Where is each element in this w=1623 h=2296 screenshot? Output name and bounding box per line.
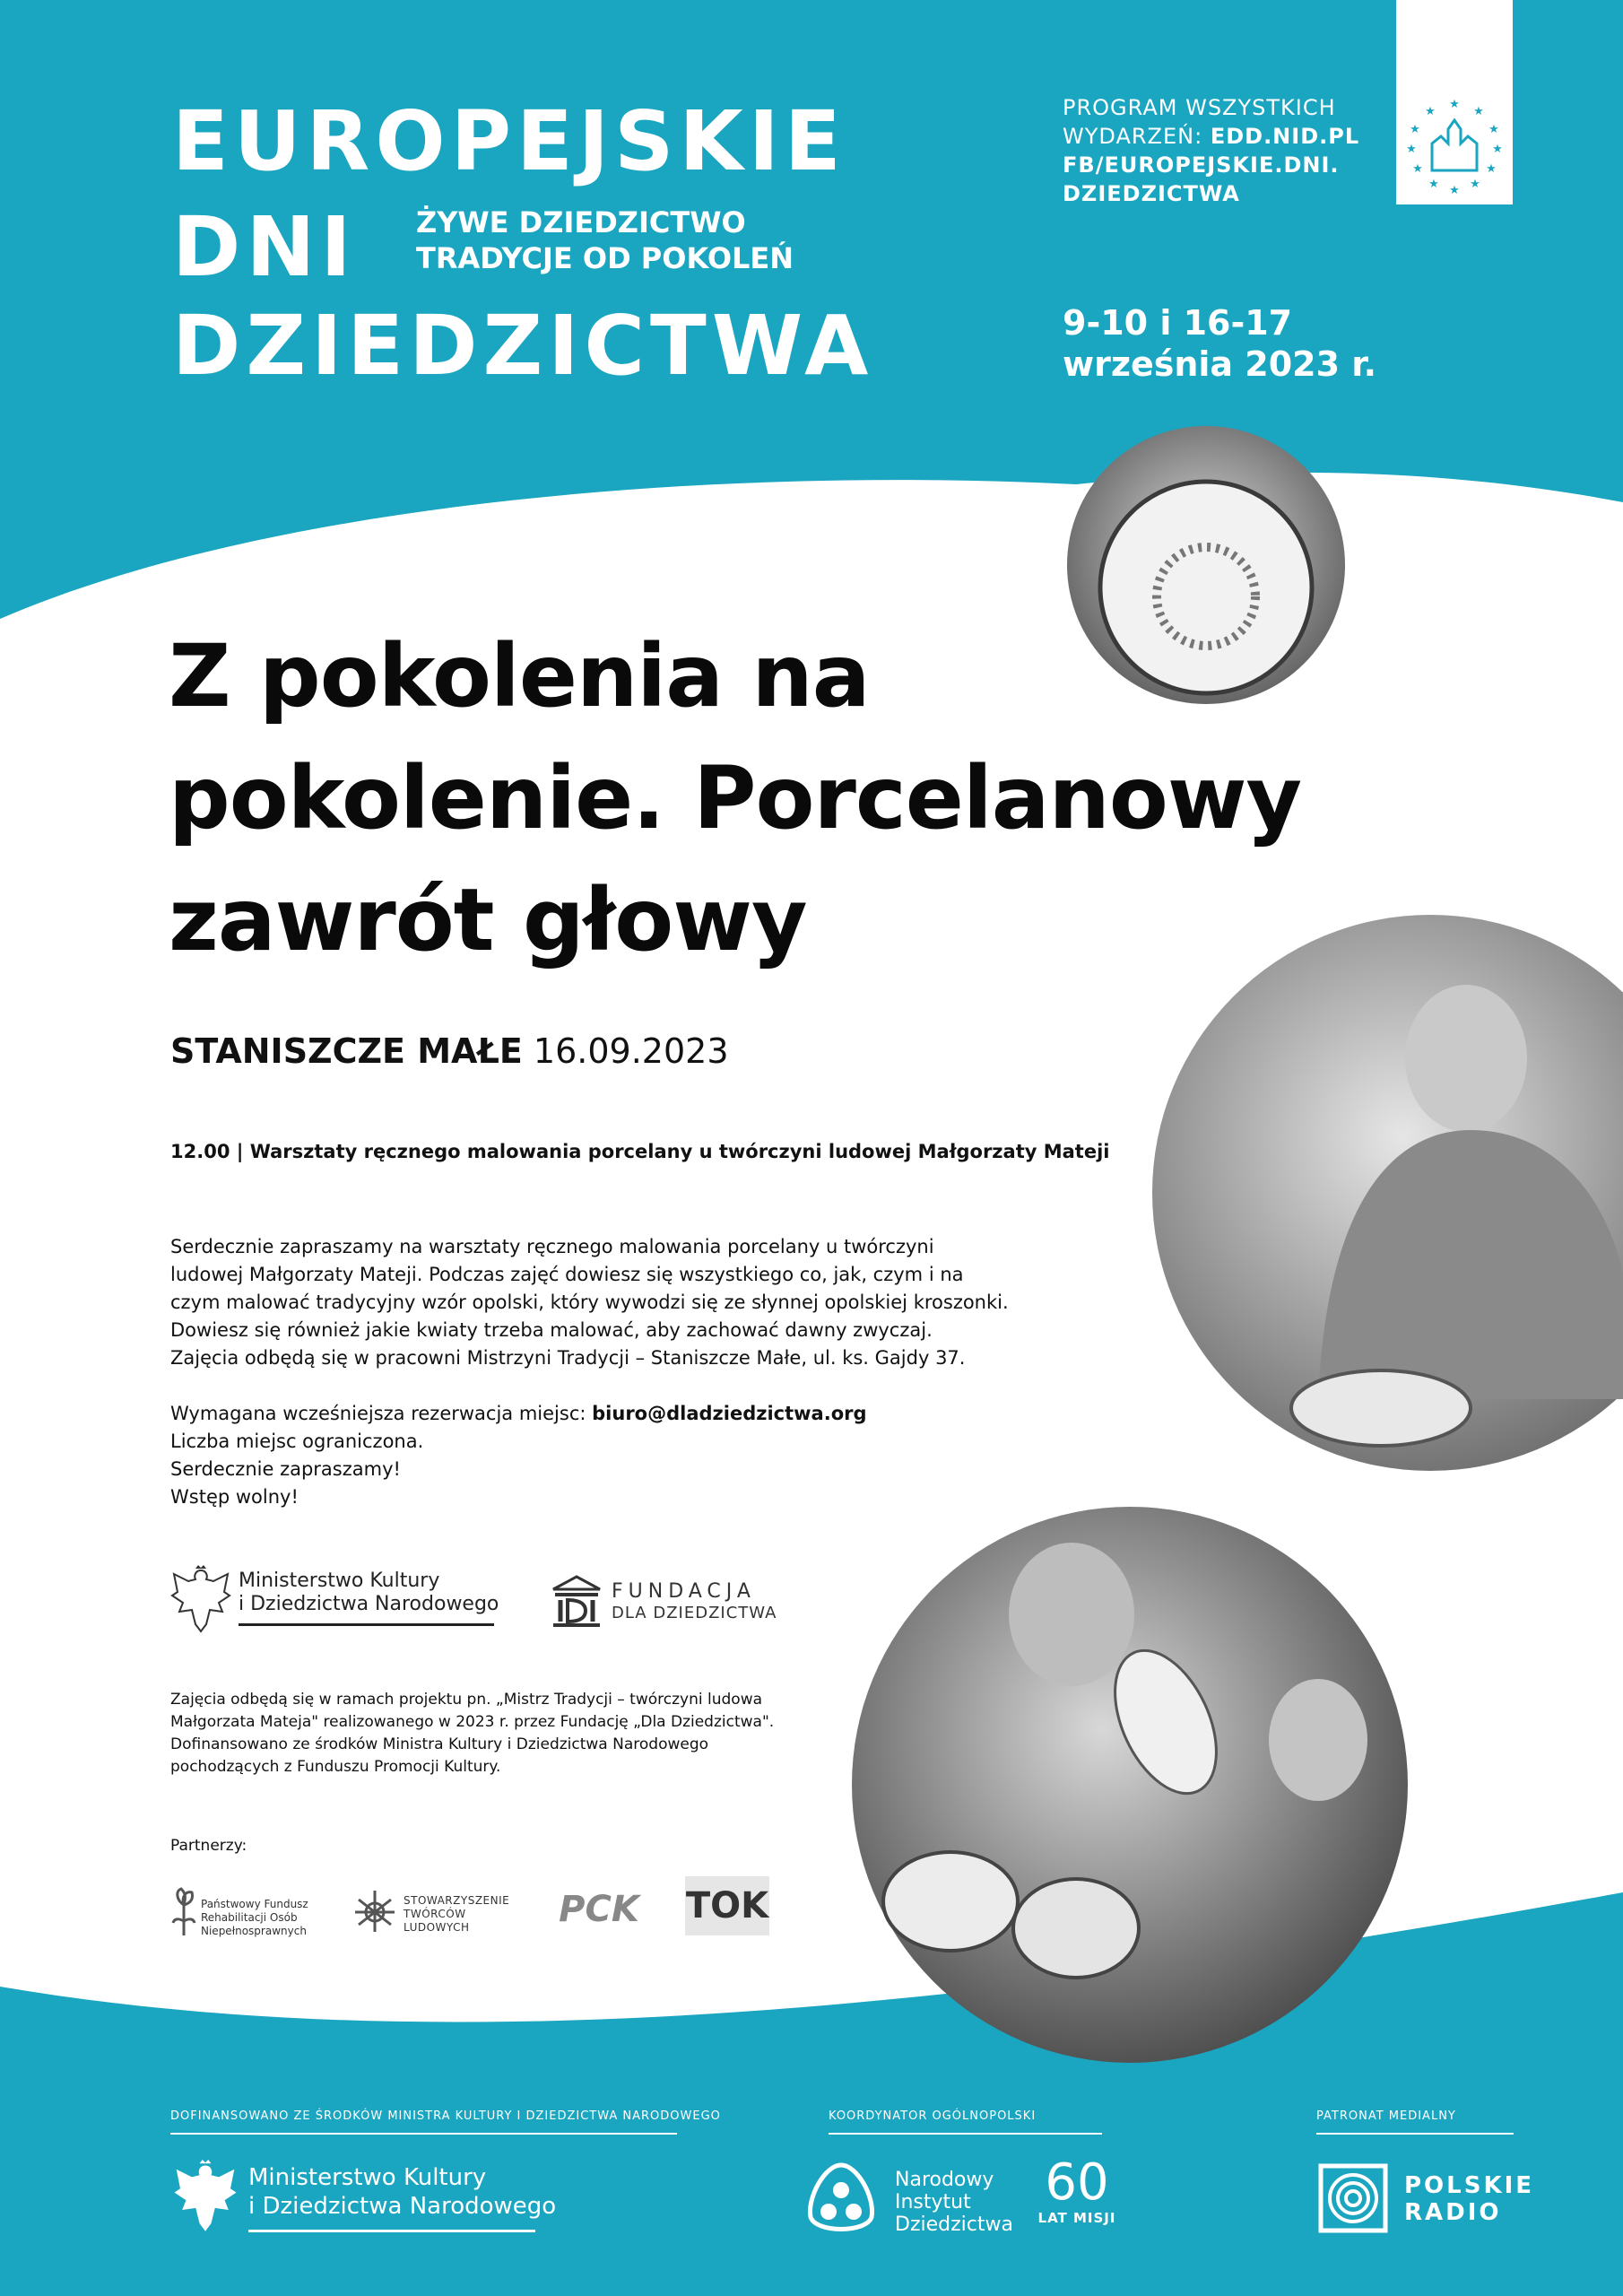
media-divider xyxy=(1316,2133,1514,2135)
pfron-flower-icon xyxy=(170,1887,197,1937)
funding-divider xyxy=(170,2133,677,2135)
event-title xyxy=(169,615,1460,981)
photo-child-head-1 xyxy=(1009,1543,1134,1686)
program-line4: DZIEDZICTWA xyxy=(1063,181,1240,206)
funding-label: DOFINANSOWANO ZE ŚRODKÓW MINISTRA KULTURY I DZIEDZICTWA NARODOWEGO xyxy=(170,2109,721,2123)
pfron-line3: Niepełnosprawnych xyxy=(201,1925,307,1937)
ministry-logo-text xyxy=(239,1570,499,1616)
radio-line1: POLSKIE xyxy=(1404,2172,1535,2199)
program-line1: PROGRAM WSZYSTKICH xyxy=(1063,95,1336,120)
reservation-email-link[interactable]: biuro@dladziedzictwa.org xyxy=(592,1403,867,1424)
description-line: Zajęcia odbędą się w pracowni Mistrzyni Tradycji – Staniszcze Małe, ul. ks. Gajdy 37. xyxy=(170,1347,966,1369)
pck-mark: PCK xyxy=(559,1889,639,1930)
photo-cup-2 xyxy=(1013,1879,1139,1978)
media-label: PATRONAT MEDIALNY xyxy=(1316,2109,1456,2123)
photo-child-head-2 xyxy=(1269,1679,1367,1801)
reservation-prefix: Wymagana wcześniejsza rezerwacja miejsc: xyxy=(170,1403,593,1424)
tagline xyxy=(416,204,794,276)
program-info xyxy=(1063,93,1359,208)
limited-seats: Liczba miejsc ograniczona. xyxy=(170,1431,424,1452)
footer-ministry-underline xyxy=(248,2230,535,2232)
program-line2 xyxy=(1063,122,1359,151)
title-line-europejskie: EUROPEJSKIE xyxy=(172,93,846,189)
program-line3: FB/EUROPEJSKIE.DNI. xyxy=(1063,152,1340,178)
eagle-emblem-footer-icon xyxy=(170,2160,240,2235)
coordinator-divider xyxy=(829,2133,1102,2135)
svg-text:★: ★ xyxy=(1486,162,1497,176)
nid-years-label: LAT MISJI xyxy=(1037,2210,1116,2226)
event-description xyxy=(170,1233,1067,1511)
svg-text:★: ★ xyxy=(1449,184,1460,196)
footer-ministry-text xyxy=(248,2163,556,2221)
stl-line3: LUDOWYCH xyxy=(404,1921,470,1934)
dates-line2: września 2023 r. xyxy=(1063,344,1377,384)
event-title-line2: pokolenie. Porcelanowy xyxy=(169,748,1302,848)
partners-label: Partnerzy: xyxy=(170,1837,247,1855)
project-line: Zajęcia odbędą się w ramach projektu pn. „Mistrz Tradycji – twórczyni ludowa xyxy=(170,1691,763,1709)
pck-logo xyxy=(558,1883,640,1935)
program-facebook-link[interactable] xyxy=(1063,151,1359,208)
svg-text:★: ★ xyxy=(1473,105,1484,118)
eagle-emblem-icon xyxy=(169,1565,233,1635)
title-line-dziedzictwa: DZIEDZICTWA xyxy=(172,298,874,394)
free-entry: Wstęp wolny! xyxy=(170,1486,299,1508)
program-line2-prefix: WYDARZEŃ: xyxy=(1063,124,1211,149)
svg-text:★: ★ xyxy=(1492,143,1503,156)
svg-text:★: ★ xyxy=(1412,162,1423,176)
edd-emblem-icon xyxy=(1405,97,1504,196)
nid-line1: Narodowy xyxy=(895,2169,994,2191)
stl-folk-pattern-icon xyxy=(350,1887,400,1935)
fundacja-line2: DLA DZIEDZICTWA xyxy=(612,1604,777,1622)
project-line: Dofinansowano ze środków Ministra Kultury i Dziedzictwa Narodowego xyxy=(170,1735,709,1753)
nid-anniversary xyxy=(1037,2153,1117,2226)
project-line: Małgorzata Mateja" realizowanego w 2023 r. przez Fundację „Dla Dziedzictwa". xyxy=(170,1713,775,1731)
svg-text:★: ★ xyxy=(1425,105,1436,118)
dates-line1: 9-10 i 16-17 xyxy=(1063,303,1293,343)
nid-line2: Instytut xyxy=(895,2191,971,2213)
nid-years: 60 xyxy=(1045,2153,1109,2212)
event-location-date xyxy=(170,1031,729,1071)
pfron-line1: Państwowy Fundusz xyxy=(201,1898,308,1910)
description-line: ludowej Małgorzaty Mateji. Podczas zajęć dowiesz się wszystkiego co, jak, czym i na xyxy=(170,1264,964,1285)
project-line: pochodzących z Funduszu Promocji Kultury. xyxy=(170,1758,501,1776)
tok-logo xyxy=(685,1876,769,1935)
event-location: STANISZCZE MAŁE xyxy=(170,1031,523,1071)
ministry-line2: i Dziedzictwa Narodowego xyxy=(239,1593,499,1615)
pfron-logo-text xyxy=(201,1898,308,1938)
photo-cup-1 xyxy=(883,1852,1018,1951)
svg-text:★: ★ xyxy=(1449,98,1460,111)
svg-text:★: ★ xyxy=(1488,123,1499,136)
title-line-dni: DNI xyxy=(172,199,357,295)
coordinator-label: KOORDYNATOR OGÓLNOPOLSKI xyxy=(829,2109,1037,2123)
description-line: Serdecznie zapraszamy na warsztaty ręcznego malowania porcelany u twórczyni xyxy=(170,1236,934,1257)
event-date: 16.09.2023 xyxy=(533,1031,729,1071)
svg-text:★: ★ xyxy=(1428,178,1439,191)
program-website-link[interactable]: EDD.NID.PL xyxy=(1210,124,1360,149)
polskie-radio-icon xyxy=(1318,2163,1388,2233)
tagline-line2: TRADYCJE OD POKOLEŃ xyxy=(416,241,794,275)
ministry-line1: Ministerstwo Kultury xyxy=(239,1570,440,1592)
photo-artisan-plate xyxy=(1291,1370,1471,1446)
project-note xyxy=(170,1689,852,1779)
ministry-underline xyxy=(239,1623,494,1626)
fundacja-logo-text xyxy=(612,1580,777,1623)
tagline-line1: ŻYWE DZIEDZICTWO xyxy=(416,205,746,239)
event-title-line3: zawrót głowy xyxy=(169,870,807,970)
reservation-line xyxy=(170,1400,1067,1428)
tok-mark: TOK xyxy=(685,1885,769,1926)
footer-ministry-line1: Ministerstwo Kultury xyxy=(248,2164,487,2191)
invite-text: Serdecznie zapraszamy! xyxy=(170,1458,401,1480)
nid-logo-text xyxy=(895,2169,1013,2236)
event-title-line1: Z pokolenia na xyxy=(169,626,870,726)
photo-artisan-head xyxy=(1405,985,1527,1132)
footer-ministry-line2: i Dziedzictwa Narodowego xyxy=(248,2193,557,2220)
nid-trefoil-icon xyxy=(803,2161,879,2237)
svg-text:★: ★ xyxy=(1410,123,1420,136)
pfron-line2: Rehabilitacji Osób xyxy=(201,1911,298,1924)
event-dates xyxy=(1063,302,1376,385)
event-schedule: 12.00 | Warsztaty ręcznego malowania porcelany u twórczyni ludowej Małgorzaty Mateji xyxy=(170,1141,1110,1162)
svg-text:★: ★ xyxy=(1470,178,1480,191)
fundacja-building-icon xyxy=(551,1575,602,1627)
description-line: czym malować tradycyjny wzór opolski, który wywodzi się ze słynnej opolskiej kroszonki. xyxy=(170,1292,1009,1313)
svg-text:★: ★ xyxy=(1406,143,1417,156)
stl-line2: TWÓRCÓW xyxy=(404,1908,466,1920)
description-line: Dowiesz się również jakie kwiaty trzeba malować, aby zachować dawny zwyczaj. xyxy=(170,1319,933,1341)
nid-line3: Dziedzictwa xyxy=(895,2213,1013,2236)
stl-logo-text xyxy=(404,1894,509,1935)
radio-line2: RADIO xyxy=(1404,2199,1502,2226)
polskie-radio-text xyxy=(1404,2172,1534,2226)
stl-line1: STOWARZYSZENIE xyxy=(404,1894,510,1907)
fundacja-line1: FUNDACJA xyxy=(612,1580,756,1603)
